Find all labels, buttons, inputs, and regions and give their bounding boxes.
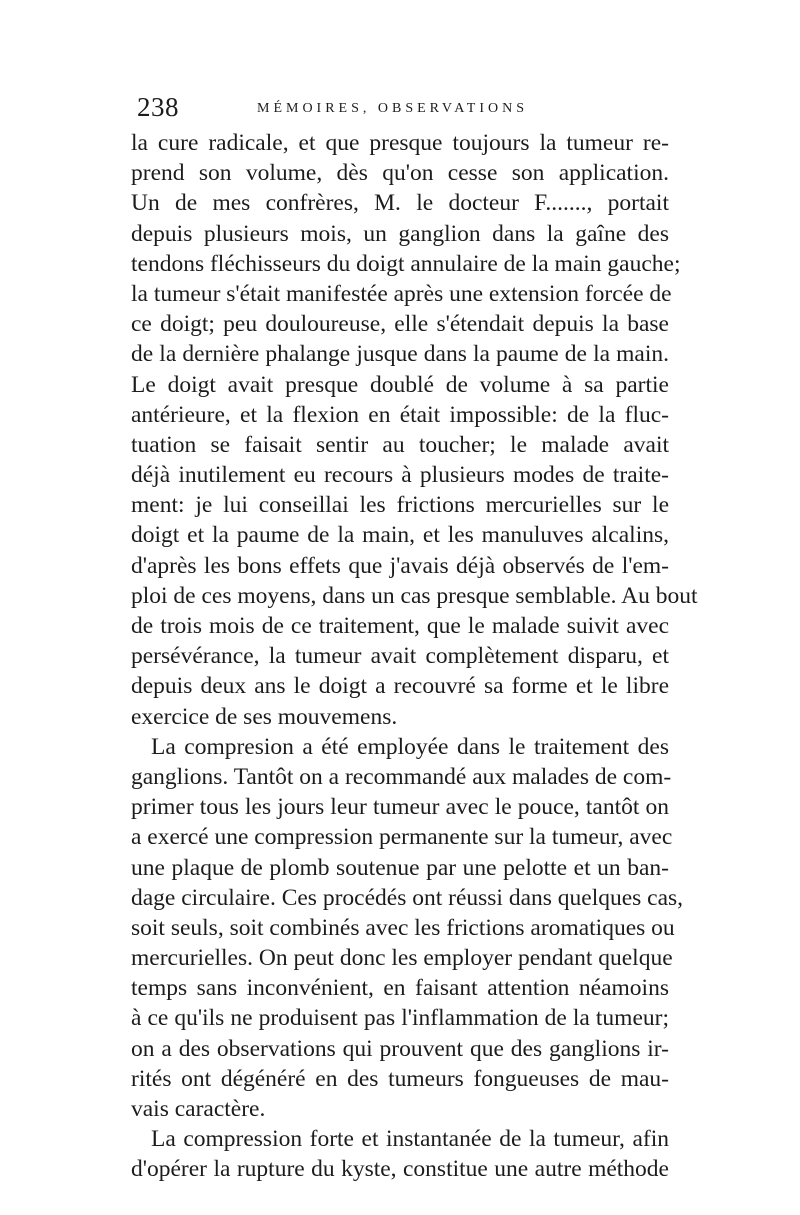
body-text	[131, 128, 698, 1185]
text-line: dage circulaire. Ces procédés ont réussi dans quelques cas,	[131, 884, 684, 911]
paragraph-2	[131, 732, 684, 1124]
text-line: depuis deux ans le doigt a recouvré sa forme et le libre	[131, 673, 669, 700]
text-line: La compression forte et instantanée de la tumeur, afin	[151, 1126, 669, 1153]
text-line: déjà inutilement eu recours à plusieurs modes de traite-	[131, 462, 669, 489]
text-line: Un de mes confrères, M. le docteur F......., portait	[131, 190, 669, 217]
text-line: la cure radicale, et que presque toujours la tumeur re-	[131, 130, 669, 156]
text-line: vais caractère.	[131, 1096, 266, 1122]
text-line: tendons fléchisseurs du doigt annulaire de la main gauche;	[131, 250, 681, 277]
page-number: 238	[137, 92, 179, 122]
text-line: prend son volume, dès qu'on cesse son application.	[131, 160, 669, 187]
paragraph-1	[131, 128, 698, 732]
text-line: exercice de ses mouvemens.	[131, 703, 398, 730]
page-header	[137, 92, 667, 122]
text-line: ploi de ces moyens, dans un cas presque semblable. Au bout	[131, 582, 698, 609]
text-line: persévérance, la tumeur avait complètement disparu, et	[131, 643, 669, 670]
text-line: de la dernière phalange jusque dans la paume de la main.	[131, 341, 669, 368]
text-line: primer tous les jours leur tumeur avec le pouce, tantôt on	[131, 794, 669, 821]
text-line: une plaque de plomb soutenue par une pelotte et un ban-	[131, 854, 669, 881]
paragraph-3	[131, 1124, 669, 1184]
text-line: à ce qu'ils ne produisent pas l'inflammation de la tumeur;	[131, 1005, 669, 1032]
text-line: a exercé une compression permanente sur la tumeur, avec	[131, 824, 673, 851]
text-line: d'après les bons effets que j'avais déjà observés de l'em-	[131, 552, 669, 579]
text-line: soit seuls, soit combinés avec les frictions aromatiques ou	[131, 914, 675, 941]
text-line: ganglions. Tantôt on a recommandé aux malades de com-	[131, 763, 672, 790]
running-head: MÉMOIRES, OBSERVATIONS	[257, 101, 528, 116]
text-line: tuation se faisait sentir au toucher; le malade avait	[131, 431, 669, 458]
text-line: doigt et la paume de la main, et les manuluves alcalins,	[131, 522, 669, 549]
text-line: de trois mois de ce traitement, que le malade suivit avec	[131, 613, 669, 639]
text-line: la tumeur s'était manifestée après une extension forcée de	[131, 280, 672, 307]
text-line: temps sans inconvénient, en faisant attention néamoins	[131, 975, 669, 1002]
text-line: d'opérer la rupture du kyste, constitue une autre méthode	[131, 1156, 669, 1183]
text-line: ce doigt; peu douloureuse, elle s'étendait depuis la base	[131, 311, 669, 338]
text-line: depuis plusieurs mois, un ganglion dans la gaîne des	[131, 220, 669, 247]
text-line: Le doigt avait presque doublé de volume à sa partie	[131, 371, 669, 398]
text-line: rités ont dégénéré en des tumeurs fongueuses de mau-	[131, 1065, 669, 1092]
text-line: La compresion a été employée dans le traitement des	[151, 733, 669, 760]
text-line: on a des observations qui prouvent que des ganglions ir-	[131, 1035, 669, 1062]
text-line: antérieure, et la flexion en était impossible: de la fluc-	[131, 401, 669, 428]
text-line: mercurielles. On peut donc les employer pendant quelque	[131, 945, 673, 972]
text-line: ment: je lui conseillai les frictions mercurielles sur le	[131, 492, 669, 519]
